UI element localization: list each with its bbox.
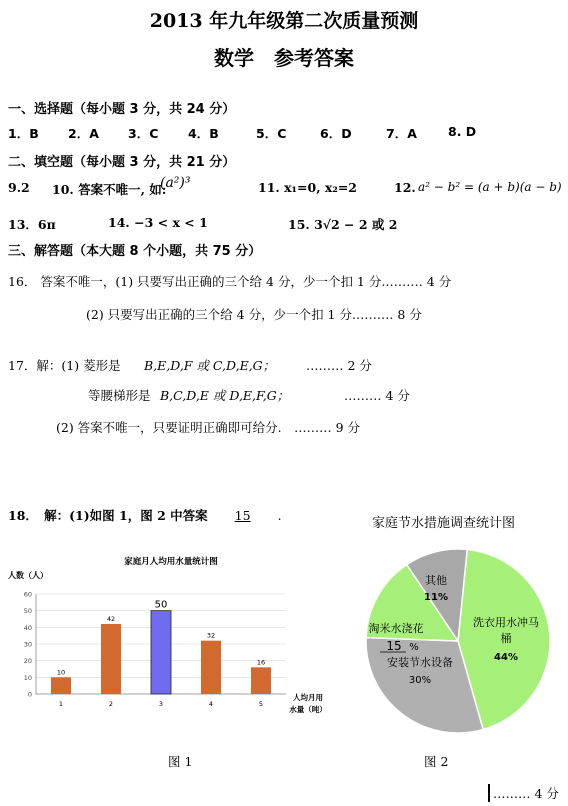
bar-data-label: 32 [206, 631, 216, 640]
bar-chart-ytick: 60 [23, 590, 32, 599]
section1-title: 一、选择题（每小题 3 分，共 24 分） [8, 102, 236, 117]
bar-chart-ytick: 50 [23, 607, 32, 616]
q10-expr: (a²)³ [160, 175, 191, 191]
bar-data-label: 16 [256, 658, 266, 667]
q9: 9.2 [8, 180, 30, 195]
answer-3: 3．C [128, 126, 159, 141]
bar-chart-xtick: 1 [58, 700, 64, 708]
bar-4 [201, 641, 221, 694]
bar-chart-ytick: 20 [23, 657, 32, 666]
section3-title: 三、解答题（本大题 8 个小题，共 75 分） [8, 244, 262, 259]
bar-chart-ytick: 10 [23, 673, 32, 682]
q17-line2-score: ……… 4 分 [344, 388, 410, 403]
bar-5 [251, 667, 271, 694]
bar-chart-title: 家庭月人均用水量统计图 [124, 557, 218, 567]
q18-text: 18． 解：(1)如图 1，图 2 中答案 [8, 508, 208, 523]
bar-chart-xtick: 5 [258, 700, 264, 708]
q17-line2-label: 等腰梯形是 [88, 388, 151, 403]
pie-label-2: 淘米水浇花 [368, 622, 424, 635]
bar-data-label: 10 [56, 668, 66, 677]
bar-chart-xlabel-line1: 人均月用 [293, 693, 323, 702]
pie-label-0-line1: 洗衣用水冲马 [473, 616, 539, 629]
q17-line2-answer: B,C,D,E 或 D,E,F,G； [160, 388, 290, 403]
q16-line2: (2) 只要写出正确的三个给 4 分，少一个扣 1 分.……… 8 分 [86, 307, 422, 322]
bar-chart-xtick: 2 [108, 700, 114, 708]
pie-label-3: 其他 [425, 574, 447, 587]
bar-chart-ytick: 0 [27, 690, 32, 699]
q11: 11. x₁=0, x₂=2 [258, 180, 357, 195]
section2-title: 二、填空题（每小题 3 分，共 21 分） [8, 155, 236, 170]
page-title: 2013 年九年级第二次质量预测 [149, 10, 419, 32]
bar-chart-xtick: 4 [208, 700, 214, 708]
q17-line1-label: 17．解：(1) 菱形是 [8, 358, 121, 373]
q12: 12. [394, 180, 416, 195]
q17-line1-answer: B,E,D,F 或 C,D,E,G； [144, 358, 276, 373]
answer-4: 4．B [188, 126, 219, 141]
bar-chart-ylabel: 人数（人） [8, 571, 48, 580]
bar-data-label: 50 [154, 599, 168, 611]
bar-chart-ytick: 30 [23, 640, 32, 649]
q10: 10. 答案不唯一, 如: [52, 182, 167, 197]
pie-label-1: 安装节水设备 [387, 656, 453, 669]
pie-pct-0: 44% [494, 652, 518, 663]
answer-5: 5．C [256, 126, 287, 141]
pie-pct-2: 15 [386, 639, 402, 653]
q18-blank: 15 [234, 508, 251, 523]
bar-2 [101, 624, 121, 694]
figure2-caption: 图 2 [424, 754, 449, 769]
q17-line3: (2) 答案不唯一，只要证明正确即可给分. ……… 9 分 [56, 420, 361, 435]
page-subtitle: 数学 参考答案 [214, 46, 354, 70]
pie-label-0-line2: 桶 [500, 632, 512, 645]
bar-chart-ytick: 40 [23, 623, 32, 632]
bar-3 [151, 611, 171, 694]
answer-8: 8. D [448, 124, 477, 139]
bar-chart-xtick: 3 [158, 700, 164, 708]
pie-pct-3: 11% [424, 592, 448, 603]
q18 [8, 506, 282, 524]
q12-expr: a² − b² = (a + b)(a − b) [418, 180, 562, 194]
q18-end: . [277, 508, 282, 523]
bar-1 [51, 677, 71, 694]
bar-data-label: 42 [106, 615, 116, 623]
figure1-caption: 图 1 [168, 754, 193, 769]
bar-chart-xlabel-line2: 水量（吨） [289, 705, 327, 714]
answer-6: 6．D [320, 126, 352, 141]
pie-pct-1: 30% [408, 675, 432, 686]
answer-2: 2．A [68, 126, 99, 141]
footer-score: ……… 4 分 [488, 784, 559, 802]
q14: 14. −3 < x < 1 [108, 215, 208, 230]
q16-line1: 16． 答案不唯一，(1) 只要写出正确的三个给 4 分，少一个扣 1 分.……… 4 分 [8, 274, 452, 289]
q13: 13．6π [8, 217, 56, 232]
bar-chart [6, 550, 336, 730]
pie-chart [358, 536, 558, 746]
pie-pct-2-suffix: % [409, 642, 419, 653]
q15: 15. 3√2 − 2 或 2 [288, 217, 398, 232]
answer-1: 1．B [8, 126, 39, 141]
answer-7: 7．A [386, 126, 417, 141]
q17-line1-score: ……… 2 分 [306, 358, 372, 373]
pie-title: 家庭节水措施调查统计图 [372, 516, 516, 531]
